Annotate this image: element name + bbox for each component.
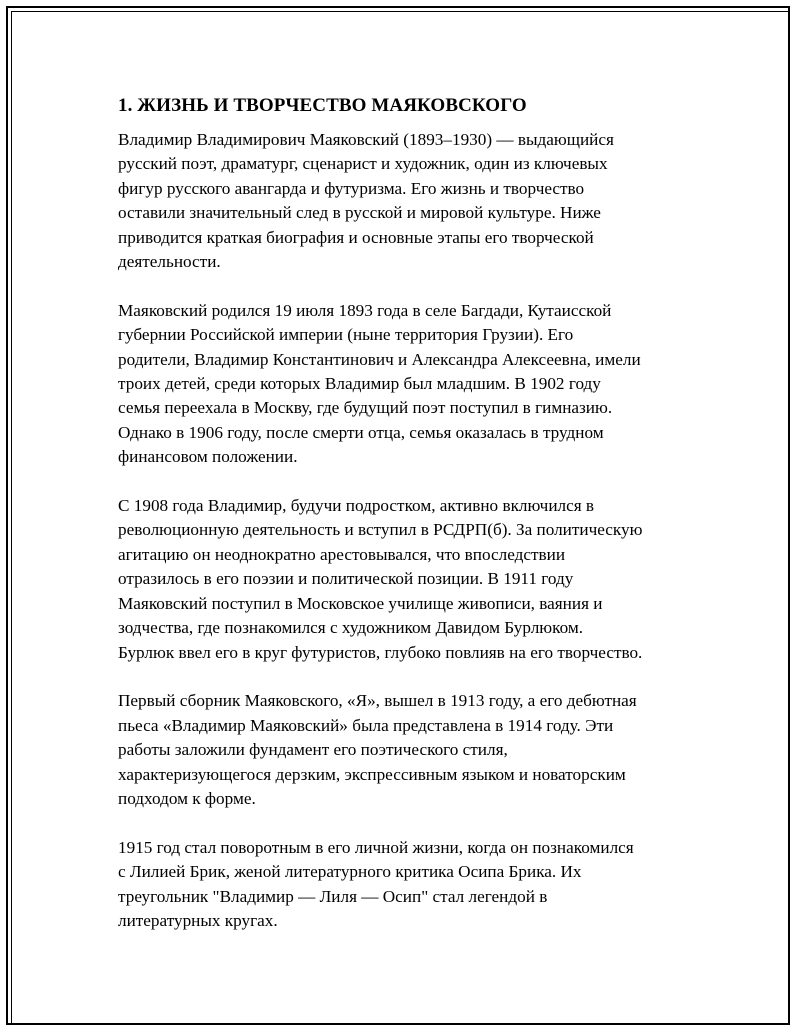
text-line: с Лилией Брик, женой литературного критика Осипа Брика. Их bbox=[118, 862, 582, 882]
text-line: родители, Владимир Константинович и Александра Алексеевна, имели bbox=[118, 349, 641, 369]
text-line: работы заложили фундамент его поэтического стиля, bbox=[118, 740, 508, 760]
text-line: революционную деятельность и вступил в РСДРП(б). За политическую bbox=[118, 520, 643, 540]
text-line: отразилось в его поэзии и политической позиции. В 1911 году bbox=[118, 569, 574, 589]
text-line: деятельности. bbox=[118, 252, 221, 272]
paragraph-birth bbox=[118, 299, 698, 470]
paragraph-revolution bbox=[118, 494, 698, 665]
text-line: характеризующегося дерзким, экспрессивным языком и новаторским bbox=[118, 764, 626, 784]
text-line: семья переехала в Москву, где будущий поэт поступил в гимназию. bbox=[118, 398, 613, 418]
text-line: Однако в 1906 году, после смерти отца, семья оказалась в трудном bbox=[118, 422, 604, 442]
text-line: пьеса «Владимир Маяковский» была представлена в 1914 году. Эти bbox=[118, 715, 614, 735]
text-line: губернии Российской империи (ныне территория Грузии). Его bbox=[118, 325, 574, 345]
text-line: оставили значительный след в русской и мировой культуре. Ниже bbox=[118, 203, 601, 223]
text-line: Первый сборник Маяковского, «Я», вышел в 1913 году, а его дебютная bbox=[118, 691, 637, 711]
text-line: троих детей, среди которых Владимир был младшим. В 1902 году bbox=[118, 374, 601, 394]
text-line: русский поэт, драматург, сценарист и художник, один из ключевых bbox=[118, 154, 608, 174]
text-line: приводится краткая биография и основные этапы его творческой bbox=[118, 227, 594, 247]
text-line: Владимир Владимирович Маяковский (1893–1930) — выдающийся bbox=[118, 130, 614, 149]
document-body bbox=[118, 92, 698, 958]
text-line: С 1908 года Владимир, будучи подростком, активно включился в bbox=[118, 496, 595, 516]
section-title: 1. ЖИЗНЬ И ТВОРЧЕСТВО МАЯКОВСКОГО bbox=[118, 95, 527, 116]
text-line: агитацию он неоднократно арестовывался, что впоследствии bbox=[118, 544, 566, 564]
text-line: Маяковский родился 19 июля 1893 года в селе Багдади, Кутаисской bbox=[118, 300, 612, 320]
text-line: треугольник "Владимир — Лиля — Осип" стал легендой в bbox=[118, 886, 548, 906]
text-line: фигур русского авангарда и футуризма. Его жизнь и творчество bbox=[118, 178, 585, 198]
paragraph-intro bbox=[118, 128, 698, 274]
text-line: подходом к форме. bbox=[118, 788, 256, 808]
text-line: 1915 год стал поворотным в его личной жизни, когда он познакомился bbox=[118, 837, 634, 857]
text-line: Маяковский поступил в Московское училище живописи, ваяния и bbox=[118, 593, 603, 613]
paragraph-first-works bbox=[118, 689, 698, 811]
paragraph-personal-life bbox=[118, 836, 698, 934]
text-line: литературных кругах. bbox=[118, 910, 278, 930]
text-line: финансовом положении. bbox=[118, 447, 298, 467]
text-line: Бурлюк ввел его в круг футуристов, глубоко повлияв на его творчество. bbox=[118, 642, 643, 662]
text-line: зодчества, где познакомился с художником Давидом Бурлюком. bbox=[118, 618, 584, 638]
